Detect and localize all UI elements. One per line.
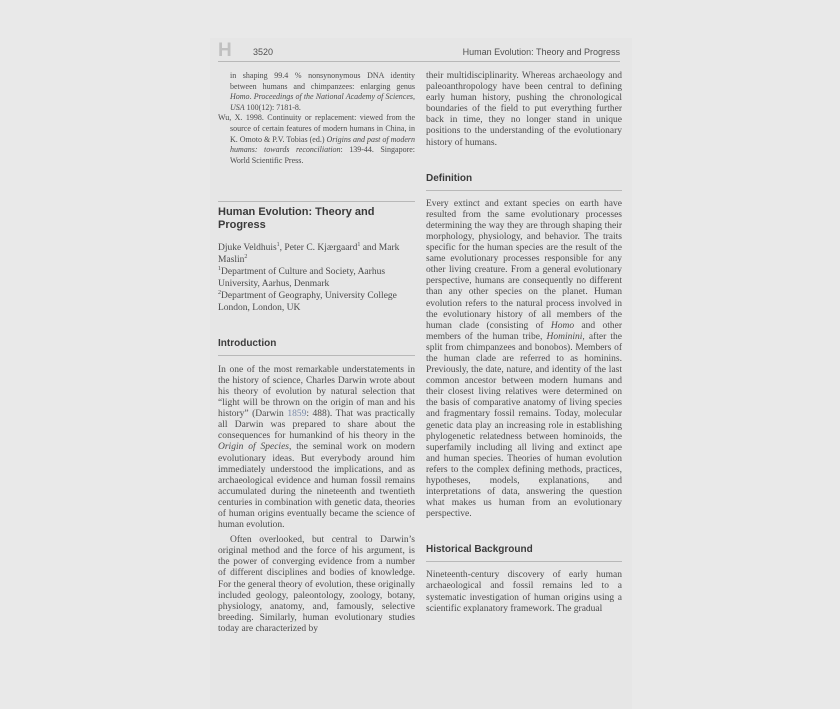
introduction-paragraph-2: Often overlooked, but central to Darwin’s original method and the force of his argument, is the power of converging evidence from a number of different disciplines and bodies of knowledge. For the general theory of evolution, these originally included geology, paleontology, zoology, botany, physiology, anatomy, and, famously, selective breeding. Similarly, human evolutionary studies today are characterized by [218, 535, 415, 634]
affiliation-2: $^2$Department of Geography, University College London, London, UK [218, 289, 397, 313]
left-column [218, 71, 415, 635]
affiliation-1: $^1$Department of Culture and Society, Aarhus University, Aarhus, Denmark [218, 266, 386, 290]
chapter-rule [218, 201, 415, 202]
running-title: Human Evolution: Theory and Progress [462, 47, 620, 57]
definition-rule [426, 190, 622, 191]
reference-continued: in shaping 99.4 % nonsynonymous DNA identity between humans and chimpanzees: enlarging genus Homo. Proceedings of the National Academy of Sciences, USA 100(12): 7181-8. [230, 71, 416, 112]
header-rule [218, 61, 620, 62]
definition-paragraph: Every extinct and extant species on earth have resulted from the same evolutionary processes determining the way they are through shaping their morphology, physiology, and behavior. The traits specific for the human species are the result of the same evolutionary processes responsible for any other living creature. From a general evolutionary perspective, humans are consequently no different than any other species on the planet. Human evolution refers to the natural process involved in the evolutionary history of all members of the human clade (consisting of Homo and other members of the human tribe, Hominini, after the split from chimpanzees and bonobos). Members of the human clade are referred to as hominins. Previously, the date, nature, and identity of the last common ancestor between modern humans and their closest living relatives were determined on the basis of comparative anatomy of living species and fragmentary fossil remains. Today, molecular genetic data play an increasing role in establishing phylogenetic relatedness between hominoids, the superfamily including all living and extinct ape and human species. Theories of human evolution refers to the complex defining methods, practices, hypotheses, models, explanations, and interpretations of data, answering the question what makes us human from an evolutionary perspective. [426, 198, 622, 520]
historical-background-rule [426, 561, 622, 562]
reference-wu-1998: Wu, X. 1998. Continuity or replacement: viewed from the source of certain features of modern humans in China, in K. Omoto & P.V. Tobias (ed.) Origins and past of modern humans: towards reconciliation: 139-44. Singapore: World Scientific Press. [218, 113, 416, 165]
introduction-rule [218, 355, 415, 356]
right-column [426, 71, 622, 615]
section-letter: H [218, 40, 232, 61]
chapter-title: Human Evolution: Theory and Progress [218, 206, 375, 232]
historical-background-paragraph: Nineteenth-century discovery of early human archaeological and fossil remains led to a systematic investigation of human origins using a scientific explanatory framework. The gradual [426, 570, 622, 614]
definition-heading: Definition [426, 172, 473, 184]
darwin-1859-citation-link[interactable]: 1859 [287, 409, 307, 420]
author-list: Djuke Veldhuis$^1$, Peter C. Kjærgaard$^1$ and Mark Maslin$^2$ [218, 242, 400, 266]
introduction-heading: Introduction [218, 337, 277, 349]
introduction-continued: their multidisciplinarity. Whereas archaeology and paleoanthropology have been central to defining early human history, pushing the chronological boundaries of the field to put everything further back in time, they no longer stand in unique positions to the understanding of the evolutionary history of humans. [426, 71, 622, 148]
historical-background-heading: Historical Background [426, 544, 533, 556]
introduction-paragraph-1: In one of the most remarkable understatements in the history of science, Charles Darwin wrote about his theory of evolution by natural selection that “light will be thrown on the origin of man and his history” (Darwin 1859: 488). That was practically all Darwin was prepared to share about the consequences for humankind of his theory in the Origin of Species, the seminal work on modern evolutionary ideas. But everybody around him immediately understood the implications, and as archaeological evidence and human fossil remains accumulated during the nineteenth and twentieth centuries in combination with genetic data, theories of human origins eventually became the science of human evolution. [218, 364, 415, 531]
document-page [210, 38, 632, 709]
page-number: 3520 [253, 47, 274, 57]
